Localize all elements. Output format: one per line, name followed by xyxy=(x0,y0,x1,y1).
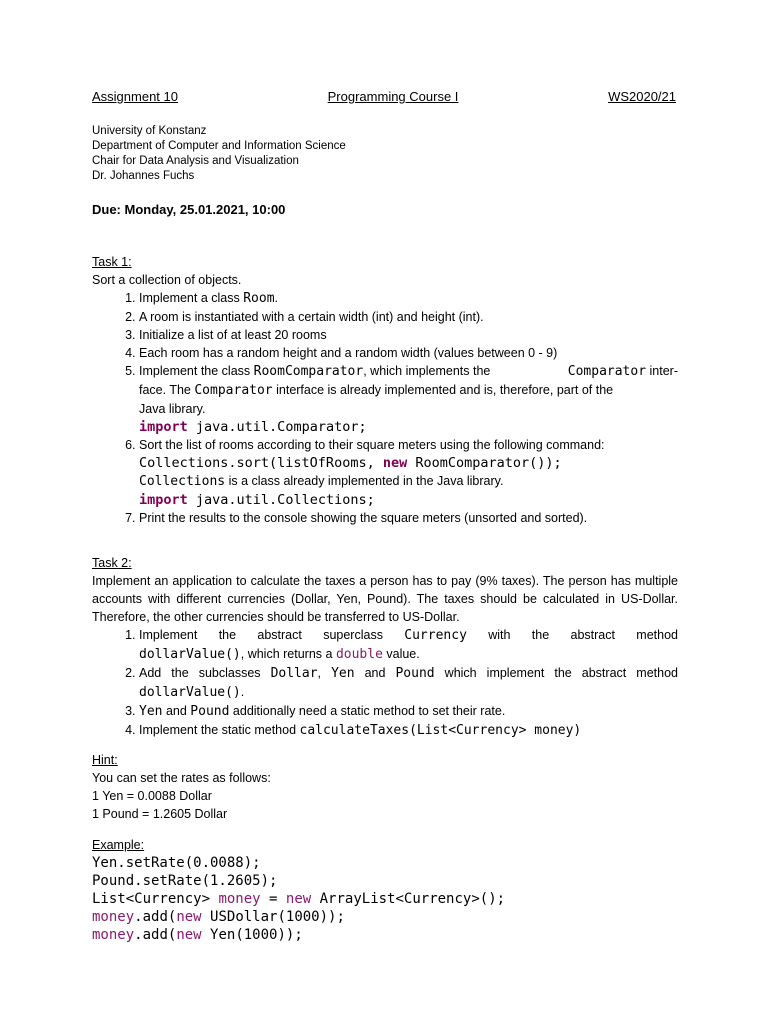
task1-item-5: 5. Implement the class RoomComparator, which implements the Comparator inter- face. The Comparator interface is already implemented and is, therefore, part of the Java library. import java.util.Comparator; xyxy=(139,362,678,436)
task2-section xyxy=(92,555,678,740)
task1-section xyxy=(92,254,678,527)
task1-item-1: 1. Implement a class Room. xyxy=(139,289,678,308)
task1-title: Task 1: xyxy=(92,255,132,269)
affiliation-block xyxy=(92,124,678,184)
task2-item-4: 4. Implement the static method calculateTaxes(List<Currency> money) xyxy=(139,721,678,740)
hint-line-2: 1 Yen = 0.0088 Dollar xyxy=(92,789,212,803)
example-title: Example: xyxy=(92,838,145,852)
hint-section xyxy=(92,752,678,823)
affiliation-lecturer: Dr. Johannes Fuchs xyxy=(92,170,195,182)
task1-item-3: 3. Initialize a list of at least 20 rooms xyxy=(139,326,678,344)
affiliation-department: Department of Computer and Information Science xyxy=(92,140,346,152)
example-code-line-2: Pound.setRate(1.2605); xyxy=(92,873,278,889)
hint-title: Hint: xyxy=(92,753,118,767)
hint-line-3: 1 Pound = 1.2605 Dollar xyxy=(92,807,228,821)
task2-item-2: 2. Add the subclasses Dollar, Yen and Pound which implement the abstract method dollarValue(). xyxy=(139,664,678,702)
header-course: Programming Course I xyxy=(327,89,459,104)
example-code-line-4: money.add(new USDollar(1000)); xyxy=(92,909,345,925)
page-header xyxy=(92,89,676,104)
task2-title: Task 2: xyxy=(92,556,132,570)
task1-item-6: 6. Sort the list of rooms according to their square meters using the following command: Collections.sort(listOfRooms, new RoomComparator()); Collections is a class already implemented in the Java library. import java.util.Collections; xyxy=(139,436,678,509)
due-date: Due: Monday, 25.01.2021, 10:00 xyxy=(92,202,286,217)
affiliation-chair: Chair for Data Analysis and Visualization xyxy=(92,155,299,167)
task2-intro: Implement an application to calculate the taxes a person has to pay (9% taxes). The person has multiple accounts with different currencies (Dollar, Yen, Pound). The taxes should be calculated in US-Dollar. Therefore, the other currencies should be transferred to US-Dollar. xyxy=(92,574,678,624)
example-section xyxy=(92,837,678,944)
task1-item-7: 7. Print the results to the console showing the square meters (unsorted and sorted). xyxy=(139,509,678,527)
task1-intro: Sort a collection of objects. xyxy=(92,273,242,287)
header-assignment: Assignment 10 xyxy=(92,89,178,104)
example-code-line-1: Yen.setRate(0.0088); xyxy=(92,855,261,871)
task1-item-2: 2. A room is instantiated with a certain width (int) and height (int). xyxy=(139,308,678,326)
task2-item-3: 3. Yen and Pound additionally need a static method to set their rate. xyxy=(139,702,678,721)
task2-list xyxy=(92,626,678,740)
task1-item-4: 4. Each room has a random height and a random width (values between 0 - 9) xyxy=(139,344,678,362)
hint-line-1: You can set the rates as follows: xyxy=(92,771,271,785)
sort-command-code: Collections.sort(listOfRooms, new RoomComparator()); xyxy=(139,455,562,471)
import-comparator-code: import java.util.Comparator; xyxy=(139,419,367,435)
example-code-line-5: money.add(new Yen(1000)); xyxy=(92,927,303,943)
affiliation-university: University of Konstanz xyxy=(92,125,207,137)
task2-item-1: 1. Implement the abstract superclass Currency with the abstract method dollarValue(), which returns a double value. xyxy=(139,626,678,664)
import-collections-code: import java.util.Collections; xyxy=(139,492,375,508)
task1-list xyxy=(92,289,678,527)
example-code-line-3: List<Currency> money = new ArrayList<Currency>(); xyxy=(92,891,506,907)
header-semester: WS2020/21 xyxy=(608,89,676,104)
